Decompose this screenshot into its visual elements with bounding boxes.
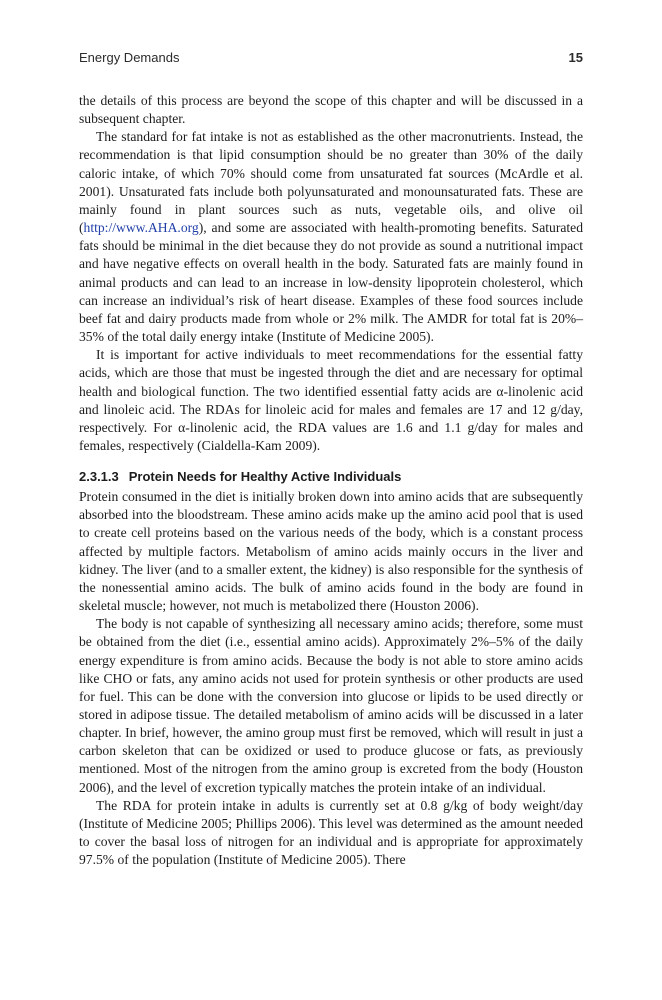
paragraph-text: The standard for fat intake is not as established as the other macronutrients. Instead, the recommendation is that lipid consumption should be no greater than 30% of the daily caloric intake, of which 70% should come from unsaturated fat sources (McArdle et al. 2001). Unsaturated fats include both polyunsaturated and monounsaturated fats. These are mainly found in plant sources such as nuts, vegetable oils, and olive oil (	[79, 129, 583, 236]
page-header	[79, 50, 583, 70]
paragraph-continuation	[79, 92, 583, 128]
paragraph-essential-fatty-acids	[79, 346, 583, 455]
section-number: 2.3.1.3	[79, 469, 119, 485]
paragraph-text: The RDA for protein intake in adults is currently set at 0.8 g/kg of body weight/day (Institute of Medicine 2005; Phillips 2006). This level was determined as the amount needed to cover the basal loss of nitrogen for an individual and is appropriate for approximately 97.5% of the population (Institute of Medicine 2005). There	[79, 797, 583, 868]
paragraph-text: the details of this process are beyond the scope of this chapter and will be discussed in a subsequent chapter.	[79, 93, 583, 127]
paragraph-amino-acid-metabolism	[79, 615, 583, 797]
aha-link[interactable]: http://www.AHA.org	[83, 220, 199, 236]
section-heading	[79, 468, 583, 486]
page-number: 15	[568, 50, 583, 65]
paragraph-text: ), and some are associated with health-promoting benefits. Saturated fats should be minimal in the diet because they do not provide as sound a nutritional impact and have negative effects on overall health in the body. Saturated fats are mainly found in animal products and can lead to an increase in low-density lipoprotein cholesterol, which can increase an individual’s risk of heart disease. Examples of these food sources include beef fat and dairy products made from whole or 2% milk. The AMDR for total fat is 20%–35% of the total daily energy intake (Institute of Medicine 2005).	[79, 220, 583, 345]
section-title: Protein Needs for Healthy Active Individuals	[128, 469, 402, 485]
paragraph-text: Protein consumed in the diet is initially broken down into amino acids that are subsequently absorbed into the bloodstream. These amino acids make up the amino acid pool that is used to create cell proteins based on the various needs of the body, which is a constant process affected by multiple factors. Metabolism of amino acids mainly occurs in the liver and kidney. The liver (and to a smaller extent, the kidney) is also responsible for the synthesis of the nonessential amino acids. The bulk of amino acids found in the body are found in skeletal muscle; however, not much is metabolized there (Houston 2006).	[79, 489, 583, 614]
paragraph-text: It is important for active individuals to meet recommendations for the essential fatty acids, which are those that must be ingested through the diet and are necessary for optimal health and biological function. The two identified essential fatty acids are α-linolenic acid and linoleic acid. The RDAs for linoleic acid for males and females are 17 and 12 g/day, respectively. For α-linolenic acid, the RDA values are 1.6 and 1.1 g/day for males and females, respectively (Cialdella-Kam 2009).	[79, 347, 583, 453]
running-title: Energy Demands	[79, 50, 180, 65]
paragraph-protein-rda	[79, 797, 583, 870]
paragraph-protein-digestion	[79, 488, 583, 615]
paragraph-text: The body is not capable of synthesizing all necessary amino acids; therefore, some must be obtained from the diet (i.e., essential amino acids). Approximately 2%–5% of the daily energy expenditure is from amino acids. Because the body is not able to store amino acids like CHO or fats, any amino acids not used for protein synthesis or other products are used for fuel. This can be done with the conversion into glucose or lipids to be used directly or stored in adipose tissue. The detailed metabolism of amino acids will be discussed in a later chapter. In brief, however, the amino group must first be removed, which will result in just a carbon skeleton that can be oxidized or used to produce glucose or fats, as previously mentioned. Most of the nitrogen from the amino group is excreted from the body (Houston 2006), and the level of excretion typically matches the protein intake of an individual.	[79, 616, 583, 795]
page-body	[79, 92, 583, 869]
paragraph-fat-intake	[79, 128, 583, 346]
